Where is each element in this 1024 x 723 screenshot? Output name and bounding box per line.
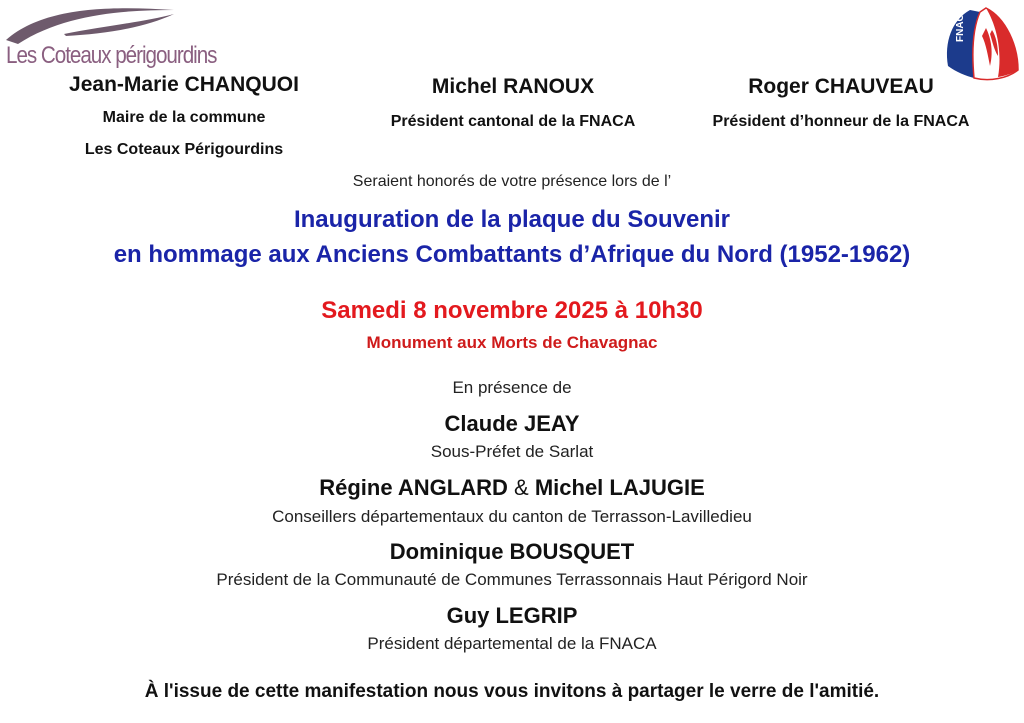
guest-joiner: & [514,475,529,500]
event-title-line1: Inauguration de la plaque du Souvenir [293,206,731,233]
logo-swoosh-icon [4,4,176,46]
guest-name: Guy LEGRIP [446,603,578,628]
guest-name: Michel LAJUGIE [534,475,705,500]
host-name: Jean-Marie CHANQUOI [69,73,299,96]
guest-role: Président de la Communauté de Communes Terrassonnais Haut Périgord Noir [216,570,808,589]
fnaca-text [956,28,966,42]
fnaca-logo [942,6,1020,82]
event-title-line2: en hommage aux Anciens Combattants d’Afrique du Nord (1952-1962) [113,241,911,268]
host-role: Président d’honneur de la FNACA [712,113,970,130]
guest-name: Dominique BOUSQUET [389,539,635,564]
fnaca-emblem-icon [942,6,1020,82]
guest-name: Régine ANGLARD [319,475,508,500]
intro-text: Seraient honorés de votre présence lors de l’ [352,173,672,190]
event-place: Monument aux Morts de Chavagnac [366,333,658,352]
host-role: Les Coteaux Périgourdins [84,141,284,158]
host-name: Michel RANOUX [431,75,595,98]
closing-text: À l'issue de cette manifestation nous vous invitons à partager le verre de l'amitié. [144,681,880,702]
guest-names-pair [0,475,1024,501]
logo-text: Les Coteaux périgourdins [6,42,217,69]
presence-label: En présence de [452,378,572,397]
event-date: Samedi 8 novembre 2025 à 10h30 [321,297,703,324]
coteaux-perigourdins-logo [4,4,217,70]
guest-role: Conseillers départementaux du canton de Terrasson-Lavilledieu [272,507,752,526]
guest-role: Président départemental de la FNACA [367,634,657,653]
guest-name: Claude JEAY [444,411,580,436]
host-role: Président cantonal de la FNACA [390,113,636,130]
host-role: Maire de la commune [102,109,266,126]
host-name: Roger CHAUVEAU [748,75,934,98]
guest-role: Sous-Préfet de Sarlat [430,442,594,461]
